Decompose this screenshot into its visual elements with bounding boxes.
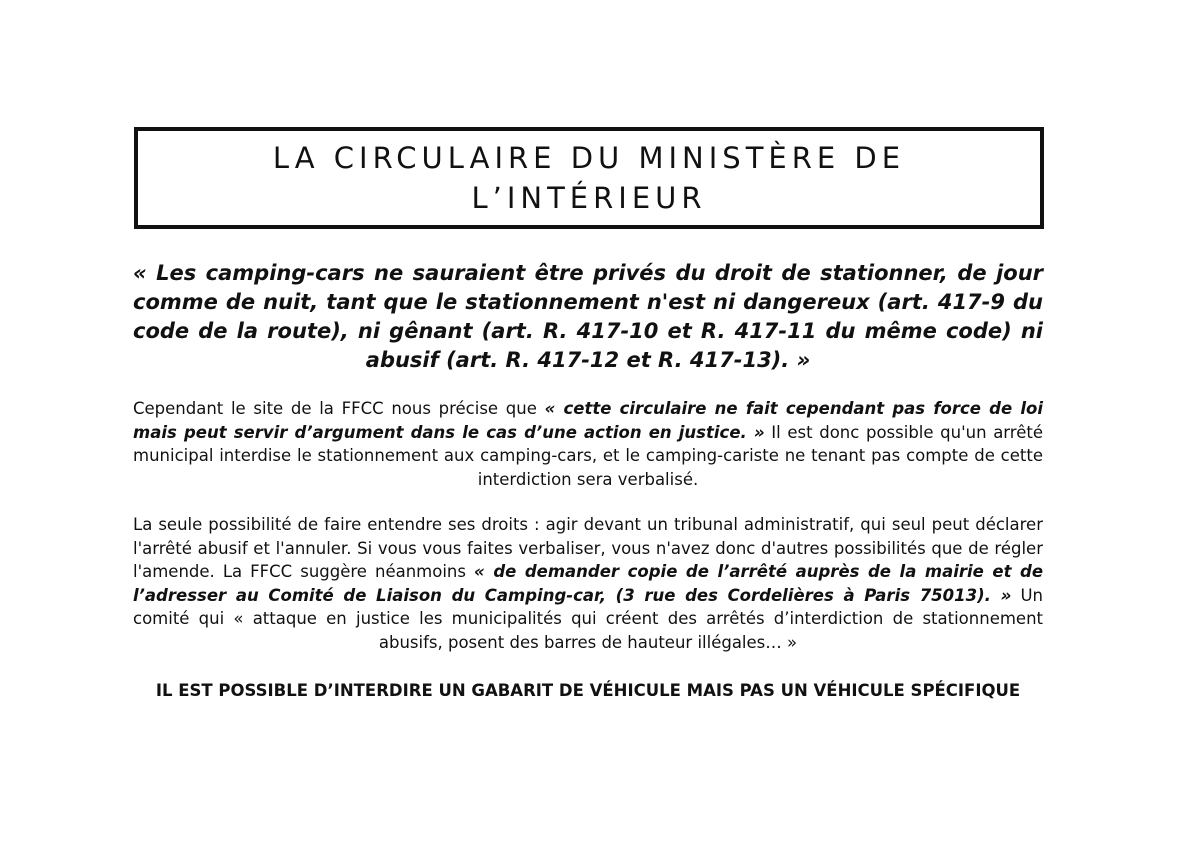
title-box xyxy=(134,127,1044,229)
paragraph-1-emphasis: « cette circulaire ne fait cependant pas force de loi mais peut servir d’argument dans le cas d’une action en justice. » xyxy=(133,399,1043,442)
title-line-1: LA CIRCULAIRE DU MINISTÈRE DE xyxy=(272,141,906,175)
paragraph-ffcc-statement xyxy=(133,397,1043,491)
paragraph-2-intro: La seule possibilité de faire entendre ses droits : agir devant un tribunal administratif, qui seul peut déclarer l'arrêté abusif et l'annuler. Si vous vous faites verbaliser, vous n'avez donc d'autres possibilités que de régler l'amende. La FFCC suggère néanmoins xyxy=(133,515,1043,581)
circular-quote: « Les camping-cars ne sauraient être privés du droit de stationner, de jour comme de nuit, tant que le stationnement n'est ni dangereux (art. 417-9 du code de la route), ni gênant (art. R. 417-10 et R. 417-11 du même code) ni abusif (art. R. 417-12 et R. 417-13). » xyxy=(133,261,1043,372)
paragraph-2-emphasis: « de demander copie de l’arrêté auprès de la mairie et de l’adresser au Comité de Liaison du Camping-car, (3 rue des Cordelières à Paris 75013). » xyxy=(133,562,1044,605)
paragraph-2-rest: Un comité qui « attaque en justice les municipalités qui créent des arrêtés d’interdiction de stationnement abusifs, posent des barres de hauteur illégales… » xyxy=(133,585,1043,652)
final-heading: IL EST POSSIBLE D’INTERDIRE UN GABARIT DE VÉHICULE MAIS PAS UN VÉHICULE SPÉCIFIQUE xyxy=(155,681,1021,700)
paragraph-rights xyxy=(133,513,1043,654)
paragraph-1-intro: Cependant le site de la FFCC nous précise que xyxy=(133,399,545,418)
title-line-2: L’INTÉRIEUR xyxy=(471,181,707,215)
paragraph-1-rest: Il est donc possible qu'un arrêté municipal interdise le stationnement aux camping-cars, et le camping-cariste ne tenant pas compte de cette interdiction sera verbalisé. xyxy=(133,422,1043,489)
